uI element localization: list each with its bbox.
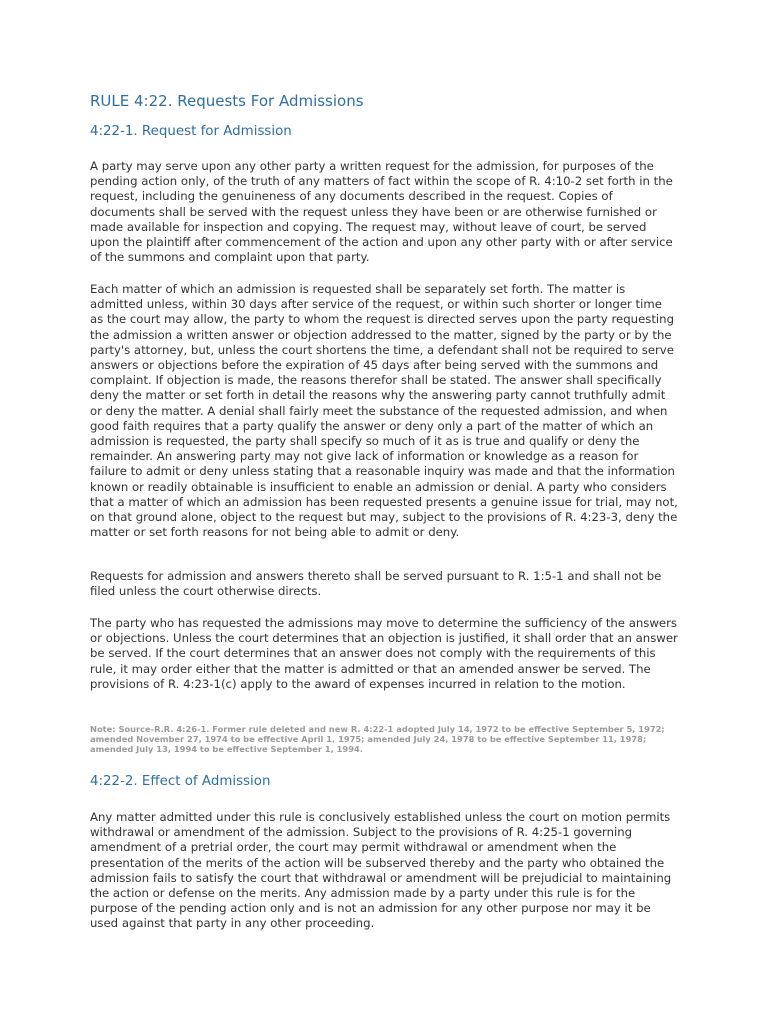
section-heading-effect-of-admission: 4:22-2. Effect of Admission	[90, 774, 271, 789]
source-note: Note: Source-R.R. 4:26-1. Former rule deleted and new R. 4:22-1 adopted July 14, 1972 to be effective September 5, 1972; amended November 27, 1974 to be effective April 1, 1975; amended July 24, 1978 to be effective September 11, 1978; amended July 13, 1994 to be effective September 1, 1994.	[90, 724, 665, 754]
paragraph-effect-of-admission: Any matter admitted under this rule is conclusively established unless the court on motion permits withdrawal or amendment of the admission. Subject to the provisions of R. 4:25-1 governing amendment of a pretrial order, the court may permit withdrawal or amendment when the presentation of the merits of the action will be subserved thereby and the party who obtained the admission fails to satisfy the court that withdrawal or amendment will be prejudicial to maintaining the action or defense on the merits. Any admission made by a party under this rule is for the purpose of the pending action only and is not an admission for any other purpose nor may it be used against that party in any other proceeding.	[90, 810, 672, 931]
section-heading-request-for-admission: 4:22-1. Request for Admission	[90, 124, 292, 139]
paragraph-answers-and-objections: Each matter of which an admission is requested shall be separately set forth. The matter is admitted unless, within 30 days after service of the request, or within such shorter or longer time as the court may allow, the party to whom the request is directed serves upon the party requesting the admission a written answer or objection addressed to the matter, signed by the party or by the party's attorney, but, unless the court shortens the time, a defendant shall not be required to serve answers or objections before the expiration of 45 days after being served with the summons and complaint. If objection is made, the reasons therefor shall be stated. The answer shall specifically deny the matter or set forth in detail the reasons why the answering party cannot truthfully admit or deny the matter. A denial shall fairly meet the substance of the requested admission, and when good faith requires that a party qualify the answer or deny only a part of the matter of which an admission is requested, the party shall specify so much of it as is true and qualify or deny the remainder. An answering party may not give lack of information or knowledge as a reason for failure to admit or deny unless stating that a reasonable inquiry was made and that the information known or readily obtainable is insufficient to enable an admission or denial. A party who considers that a matter of which an admission has been requested presents a genuine issue for trial, may not, on that ground alone, object to the request but may, subject to the provisions of R. 4:23-3, deny the matter or set forth reasons for not being able to admit or deny.	[90, 282, 678, 540]
rule-title: RULE 4:22. Requests For Admissions	[90, 92, 364, 110]
paragraph-service-and-filing: Requests for admission and answers thereto shall be served pursuant to R. 1:5-1 and shall not be filed unless the court otherwise directs.	[90, 569, 662, 599]
paragraph-sufficiency-motion: The party who has requested the admissions may move to determine the sufficiency of the answers or objections. Unless the court determines that an objection is justified, it shall order that an answer be served. If the court determines that an answer does not comply with the requirements of this rule, it may order either that the matter is admitted or that an amended answer be served. The provisions of R. 4:23-1(c) apply to the award of expenses incurred in relation to the motion.	[90, 616, 678, 691]
paragraph-service-of-request: A party may serve upon any other party a written request for the admission, for purposes of the pending action only, of the truth of any matters of fact within the scope of R. 4:10-2 set forth in the request, including the genuineness of any documents described in the request. Copies of documents shall be served with the request unless they have been or are otherwise furnished or made available for inspection and copying. The request may, without leave of court, be served upon the plaintiff after commencement of the action and upon any other party with or after service of the summons and complaint upon that party.	[90, 159, 673, 265]
